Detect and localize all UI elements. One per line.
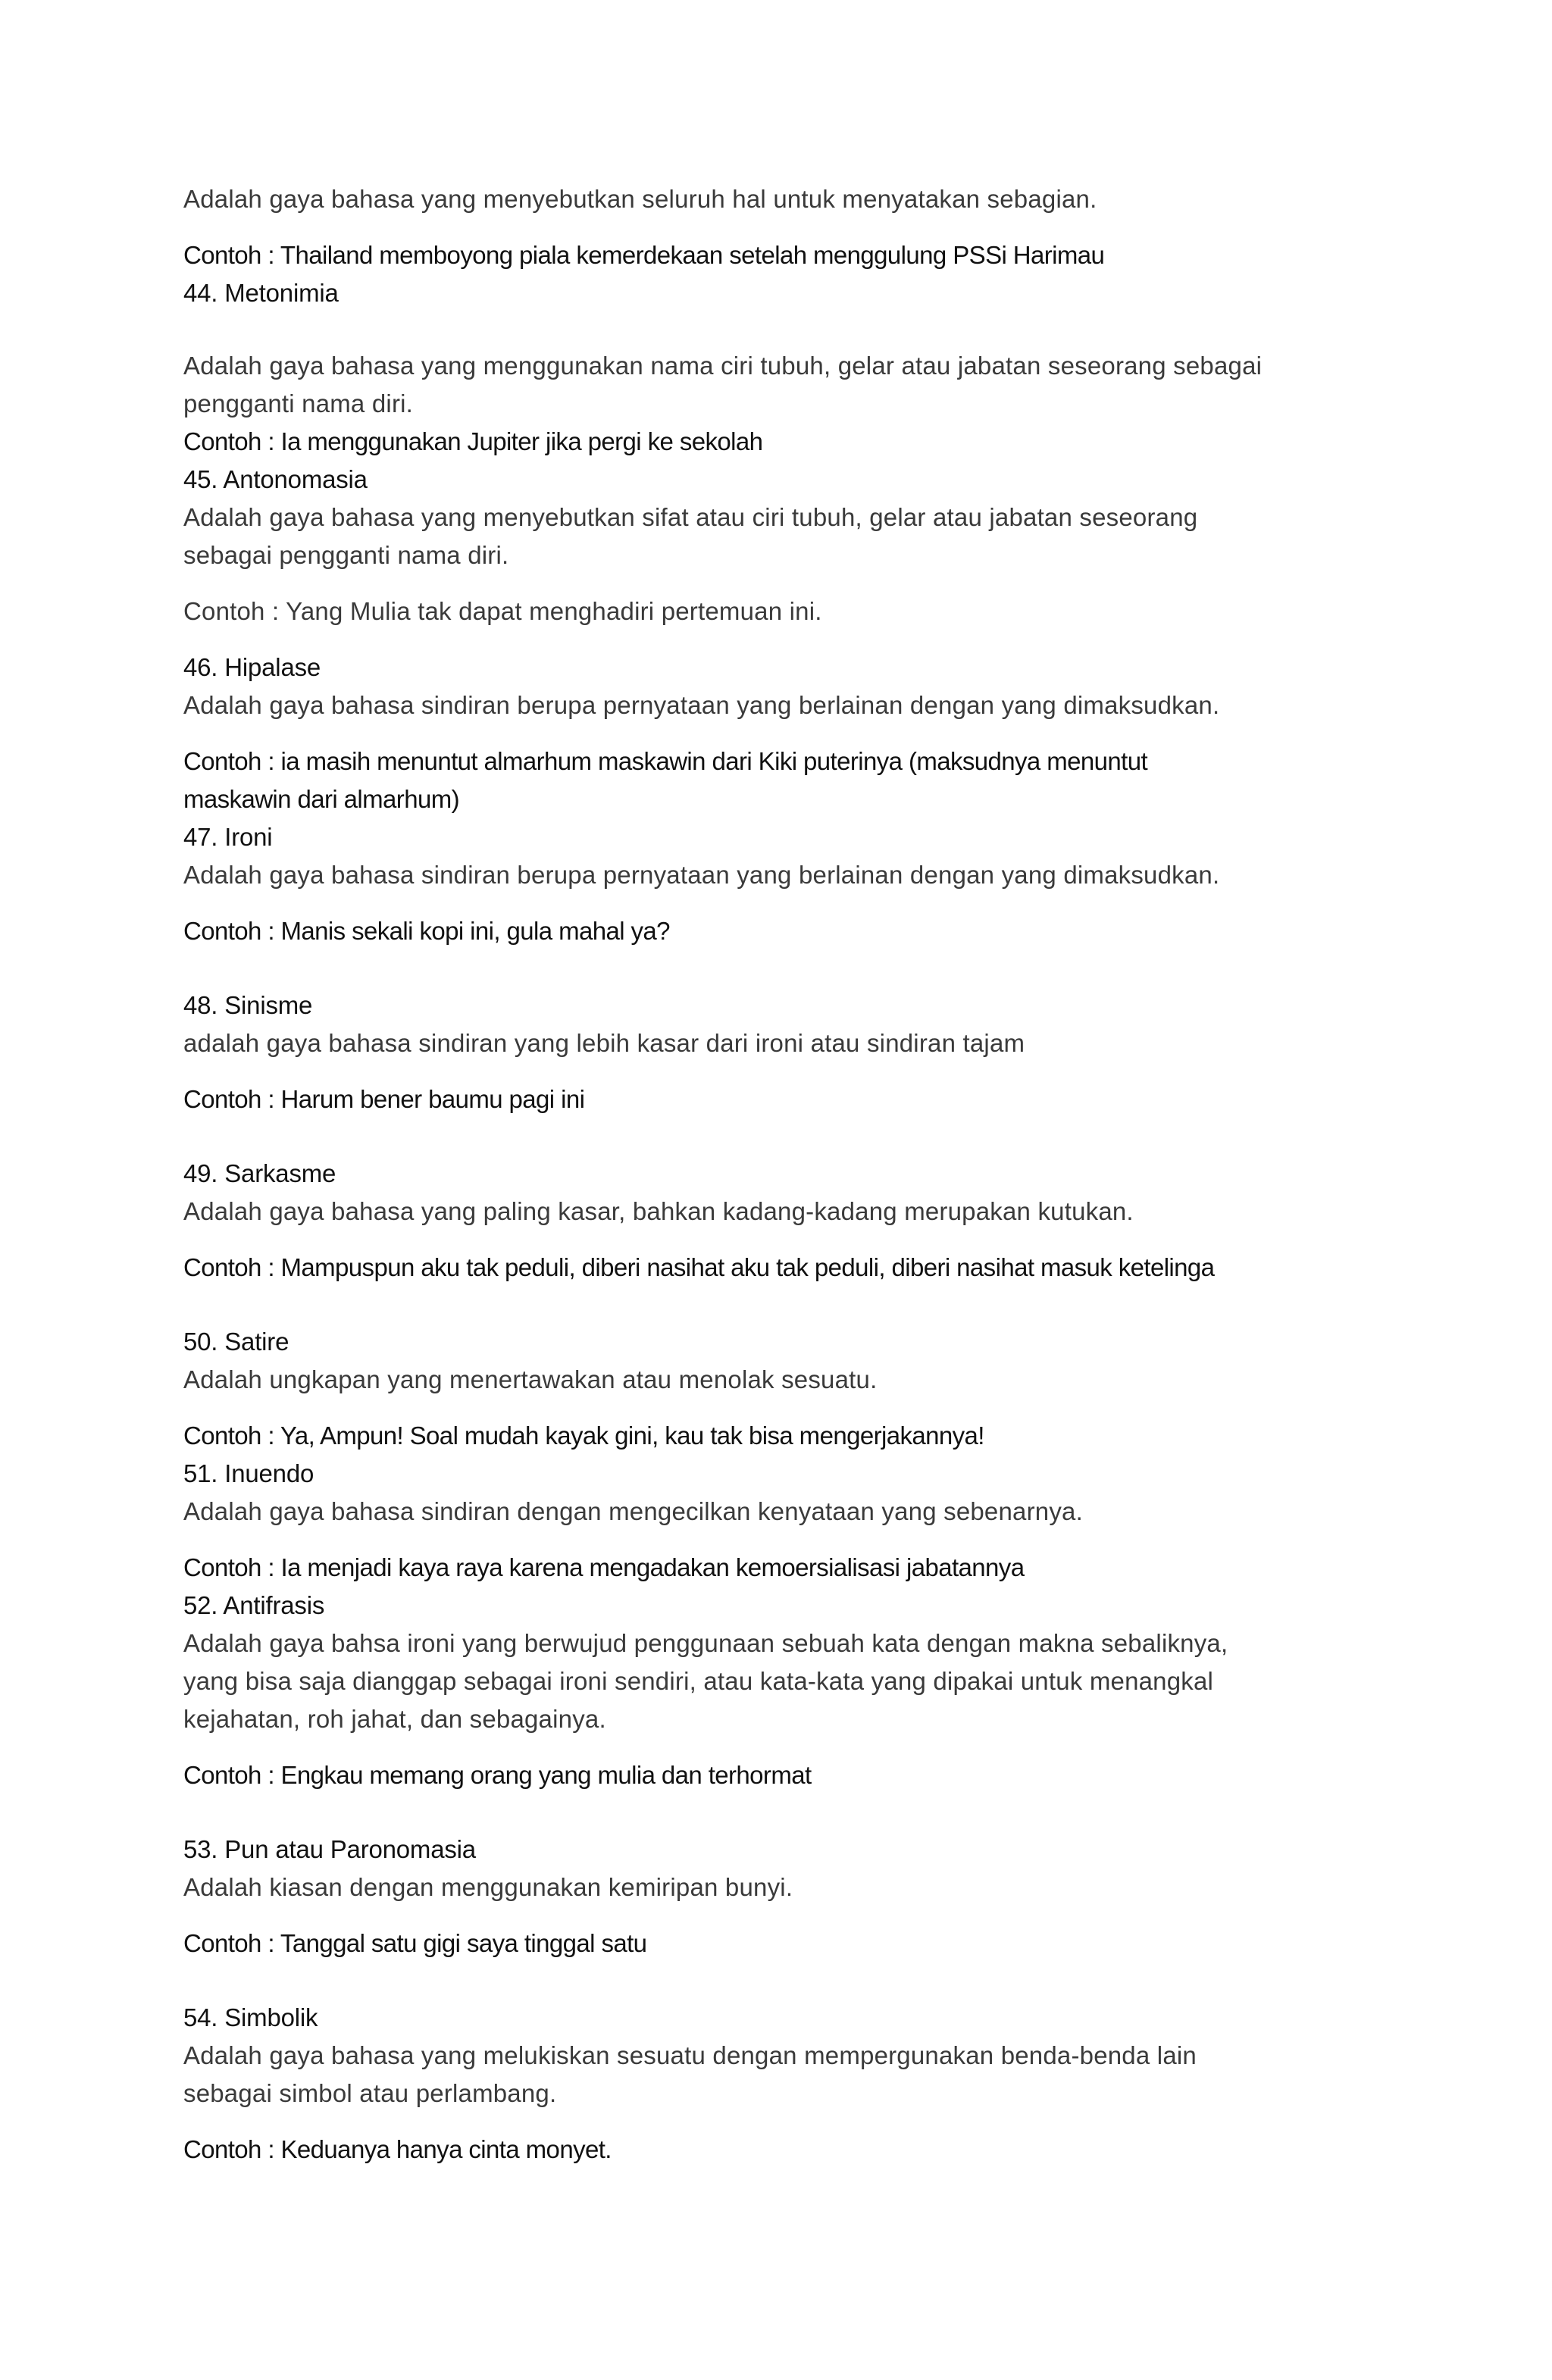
definition-line: Adalah gaya bahasa sindiran dengan mengecilkan kenyataan yang sebenarnya. — [183, 1497, 1083, 1525]
example-line: Contoh : Keduanya hanya cinta monyet. — [183, 2135, 612, 2163]
example-line: Contoh : Ia menjadi kaya raya karena mengadakan kemoersialisasi jabatannya — [183, 1553, 1025, 1581]
definition-line: Adalah gaya bahasa sindiran berupa pernyataan yang berlainan dengan yang dimaksudkan. — [183, 691, 1220, 719]
definition-line: Adalah kiasan dengan menggunakan kemiripan bunyi. — [183, 1873, 793, 1901]
definition-line: Adalah gaya bahasa yang menggunakan nama ciri tubuh, gelar atau jabatan seseorang sebagai — [183, 352, 1263, 380]
document-body — [183, 180, 1381, 2169]
definition-line: pengganti nama diri. — [183, 389, 414, 418]
example-line: Contoh : Mampuspun aku tak peduli, diberi nasihat aku tak peduli, diberi nasihat masuk ketelinga — [183, 1253, 1215, 1281]
example-line: Contoh : Engkau memang orang yang mulia dan terhormat — [183, 1761, 812, 1789]
definition-line: Adalah gaya bahasa yang menyebutkan sifat atau ciri tubuh, gelar atau jabatan seseorang — [183, 503, 1198, 531]
example-line: Contoh : ia masih menuntut almarhum maskawin dari Kiki puterinya (maksudnya menuntut — [183, 747, 1148, 775]
section-heading: 47. Ironi — [183, 823, 273, 851]
definition-line: kejahatan, roh jahat, dan sebagainya. — [183, 1705, 606, 1733]
section-heading: 50. Satire — [183, 1328, 289, 1356]
example-line: Contoh : Ya, Ampun! Soal mudah kayak gini, kau tak bisa mengerjakannya! — [183, 1421, 984, 1450]
definition-line: Adalah gaya bahasa yang menyebutkan seluruh hal untuk menyatakan sebagian. — [183, 185, 1097, 213]
definition-line: Adalah gaya bahsa ironi yang berwujud penggunaan sebuah kata dengan makna sebaliknya, — [183, 1629, 1228, 1657]
section-heading: 48. Sinisme — [183, 991, 313, 1019]
example-line: Contoh : Harum bener baumu pagi ini — [183, 1085, 585, 1113]
definition-line: sebagai simbol atau perlambang. — [183, 2079, 557, 2107]
example-line: Contoh : Ia menggunakan Jupiter jika pergi ke sekolah — [183, 427, 763, 455]
definition-line: sebagai pengganti nama diri. — [183, 541, 509, 569]
definition-line: Adalah ungkapan yang menertawakan atau menolak sesuatu. — [183, 1365, 878, 1393]
example-line: Contoh : Manis sekali kopi ini, gula mahal ya? — [183, 917, 670, 945]
section-heading: 46. Hipalase — [183, 653, 321, 681]
definition-line: yang bisa saja dianggap sebagai ironi sendiri, atau kata-kata yang dipakai untuk menangkal — [183, 1667, 1214, 1695]
section-heading: 45. Antonomasia — [183, 465, 368, 493]
definition-line: adalah gaya bahasa sindiran yang lebih kasar dari ironi atau sindiran tajam — [183, 1029, 1025, 1057]
definition-line: Adalah gaya bahasa yang paling kasar, bahkan kadang-kadang merupakan kutukan. — [183, 1197, 1134, 1225]
section-heading: 52. Antifrasis — [183, 1591, 325, 1619]
section-heading: 54. Simbolik — [183, 2003, 318, 2031]
section-heading: 49. Sarkasme — [183, 1159, 336, 1187]
definition-line: Adalah gaya bahasa yang melukiskan sesuatu dengan mempergunakan benda-benda lain — [183, 2041, 1197, 2069]
example-line: Contoh : Thailand memboyong piala kemerdekaan setelah menggulung PSSi Harimau — [183, 241, 1105, 269]
example-line: Contoh : Tanggal satu gigi saya tinggal satu — [183, 1929, 647, 1957]
section-heading: 44. Metonimia — [183, 279, 339, 307]
section-heading: 51. Inuendo — [183, 1459, 314, 1487]
example-line: maskawin dari almarhum) — [183, 785, 459, 813]
section-heading: 53. Pun atau Paronomasia — [183, 1835, 476, 1863]
definition-line: Adalah gaya bahasa sindiran berupa pernyataan yang berlainan dengan yang dimaksudkan. — [183, 861, 1220, 889]
definition-line: Contoh : Yang Mulia tak dapat menghadiri pertemuan ini. — [183, 597, 822, 625]
